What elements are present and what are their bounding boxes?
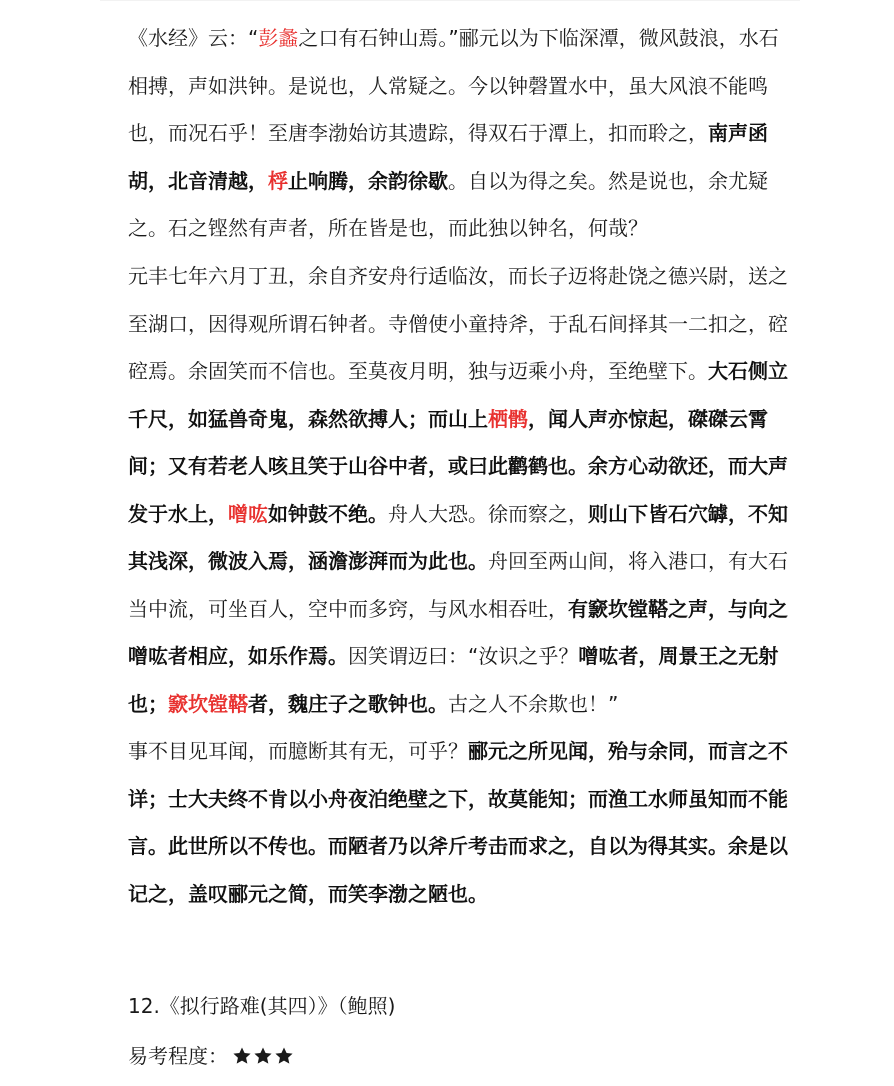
text-run: 舟回至两山间，将入港口，有大石当中流，可坐百人，空中而多窍，与风水相吞吐， <box>128 549 788 621</box>
text-run: 《水经》云：“ <box>128 26 259 50</box>
difficulty-label: 易考程度： <box>128 1044 228 1068</box>
bold-text: 则山下皆石穴罅，不知其浅深，微波入焉，涵澹澎湃而为此也。 <box>128 501 788 573</box>
highlight-word: 栖鹘 <box>488 406 528 431</box>
bold-text: 如钟鼓不绝。 <box>268 501 388 526</box>
section-heading: 12.《拟行路难(其四）》（鲍照) <box>128 994 396 1018</box>
text-run: 之口有石钟山焉。”郦元以为下临深潭，微风鼓浪，水石相搏，声如洪钟。是说也，人常疑之。今以钟磬置水中，虽大风浪不能鸣也，而况石乎！至唐李渤始访其遗踪，得双石于潭上，扣而聆之， <box>128 26 779 145</box>
highlight-word: 噌吰 <box>228 501 268 526</box>
text-run: 事不目见耳闻，而臆断其有无，可乎？ <box>128 739 468 763</box>
highlight-word: 彭蠡 <box>258 26 299 50</box>
difficulty-stars <box>232 1046 294 1066</box>
star-icon <box>232 1046 252 1066</box>
highlight-word: 桴 <box>268 168 288 193</box>
bold-text: ，闻人声亦惊起，磔磔云霄间；又有若老人咳且笑于山谷中者，或曰此鹳鹤也。余方心动欲还，而大声发于水上， <box>128 406 788 526</box>
bold-text: 南声函胡，北音清越， <box>128 121 768 193</box>
text-run: 元丰七年六月丁丑，余自齐安舟行适临汝，而长子迈将赴饶之德兴尉，送之至湖口，因得观所谓石钟者。寺僧使小童持斧，于乱石间择其一二扣之，硿硿焉。余固笑而不信也。至莫夜月明，独与迈乘小舟，至绝壁下。 <box>128 264 788 383</box>
highlight-word: 窾坎镗鞳 <box>168 691 248 716</box>
bold-text: 止响腾，余韵徐歇 <box>288 168 448 193</box>
text-run: 因笑谓迈曰：“汝识之乎？ <box>348 644 579 668</box>
difficulty-row <box>128 1040 294 1072</box>
star-icon <box>253 1046 273 1066</box>
bold-text: 噌吰者，周景王之无射也； <box>128 644 779 716</box>
bold-text: 有窾坎镗鞳之声，与向之噌吰者相应，如乐作焉。 <box>128 596 788 668</box>
text-run: 。自以为得之矣。然是说也，余尤疑之。石之铿然有声者，所在皆是也，而此独以钟名，何哉？ <box>128 168 768 240</box>
paragraph-2 <box>128 253 788 728</box>
text-run: 舟人大恐。徐而察之， <box>388 501 588 526</box>
text-run: 古之人不余欺也！” <box>448 691 619 716</box>
top-divider <box>100 0 800 1</box>
paragraph-3 <box>128 728 788 918</box>
bold-text: 者，魏庄子之歌钟也。 <box>248 691 448 716</box>
paragraph-1 <box>128 15 788 253</box>
star-icon <box>274 1046 294 1066</box>
bold-text: 郦元之所见闻，殆与余同，而言之不详；士大夫终不肯以小舟夜泊绝壁之下，故莫能知；而渔工水师虽知而不能言。此世所以不传也。而陋者乃以斧斤考击而求之，自以为得其实。余是以记之，盖叹郦元之简，而笑李渤之陋也。 <box>128 739 788 906</box>
bold-text: 大石侧立千尺，如猛兽奇鬼，森然欲搏人；而山上 <box>128 359 788 431</box>
